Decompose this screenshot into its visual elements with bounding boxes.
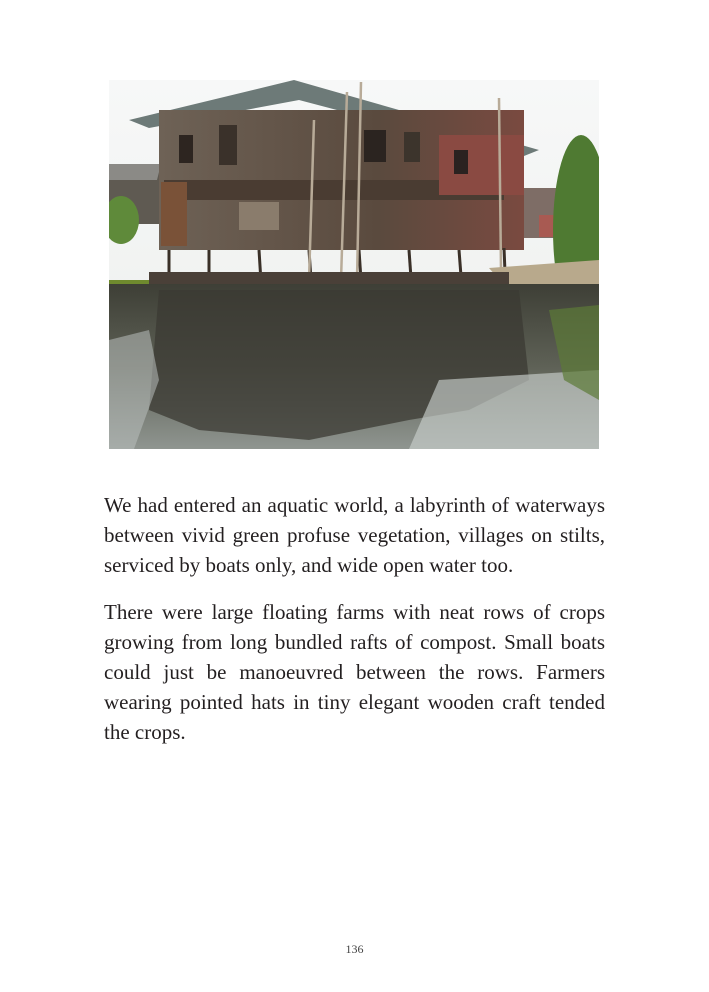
body-text <box>104 490 605 764</box>
page-number: 136 <box>345 942 364 956</box>
paragraph: There were large floating farms with neat rows of crops growing from long bundled rafts of compost. Small boats could just be manoeuvred between the rows. Farmers wearing pointed hats in tiny elegant wooden craft tended the crops. <box>104 599 605 745</box>
stilt-house-image <box>109 80 599 449</box>
paragraph: We had entered an aquatic world, a labyrinth of waterways between vivid green profuse vegetation, villages on stilts, serviced by boats only, and wide open water too. <box>104 493 605 578</box>
stilt-house-photo <box>109 80 599 449</box>
